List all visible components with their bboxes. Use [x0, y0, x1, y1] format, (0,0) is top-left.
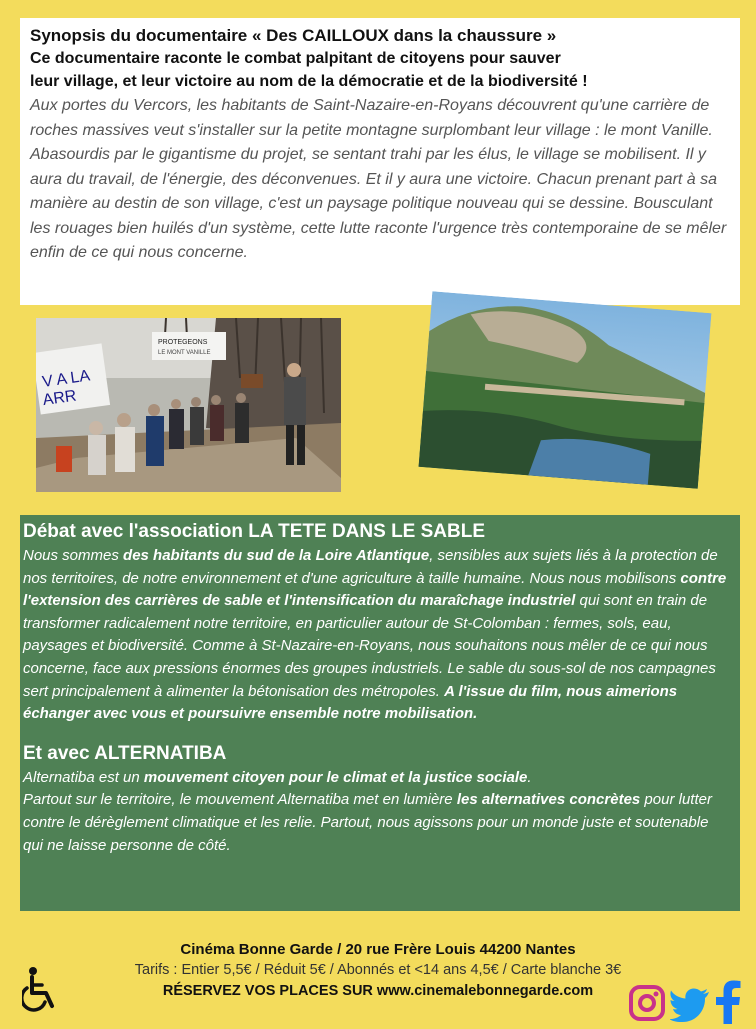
alternatiba-paragraph-2	[23, 789, 730, 857]
debate-text: Nous sommes	[23, 547, 124, 564]
debate-text: qui sont en train de transformer radicalement notre territoire, en particulier autour de St-Colomban : fermes, sols, eau, paysages et biodiversité. Comme à St-Nazaire-en-Royans, nous souhaitons nous mêler de ce qui nous concerne, face aux pressions énormes des groupes industriels. Le sable du sous-sol de nos campagnes sert principalement à alimenter la bétonisation des métropoles.	[23, 592, 716, 700]
cinema-address: Cinéma Bonne Garde / 20 rue Frère Louis 44200 Nantes	[180, 941, 576, 958]
debate-paragraph	[23, 545, 730, 726]
debate-highlight: A l'issue du film, nous aimerions échanger avec vous et poursuivre ensemble notre mobilisation.	[23, 682, 678, 723]
alternatiba-heading: Et avec ALTERNATIBA	[23, 742, 227, 764]
debate-highlight: contre l'extension des carrières de sable et l'intensification du maraîchage industriel	[23, 569, 727, 610]
wheelchair-icon	[22, 966, 62, 1012]
synopsis-title: Synopsis du documentaire « Des CAILLOUX dans la chaussure »	[30, 26, 557, 45]
alternatiba-text: pour lutter contre le dérèglement climatique et les relie. Partout, nous agissons pour un monde juste et soutenable qui ne laisse personne de côté.	[23, 791, 712, 854]
svg-text:ARR: ARR	[41, 387, 78, 410]
synopsis-subtitle-2: leur village, et leur victoire au nom de la démocratie et de la biodiversité !	[30, 73, 588, 90]
alternatiba-paragraph-1	[23, 767, 730, 790]
facebook-icon[interactable]	[714, 980, 742, 1029]
svg-text:PROTEGEONS: PROTEGEONS	[158, 339, 208, 346]
instagram-icon[interactable]	[628, 984, 666, 1027]
synopsis-subtitle-1: Ce documentaire raconte le combat palpitant de citoyens pour sauver	[30, 50, 561, 67]
debate-heading: Débat avec l'association LA TETE DANS LE SABLE	[23, 521, 486, 542]
protest-photo	[36, 318, 341, 492]
protest-sign	[152, 332, 226, 360]
twitter-icon[interactable]	[670, 988, 710, 1027]
alternatiba-text: Alternatiba est un	[23, 768, 144, 786]
alternatiba-highlight: mouvement citoyen pour le climat et la justice sociale	[143, 768, 528, 786]
debate-highlight: des habitants du sud de la Loire Atlantique	[123, 547, 430, 564]
debate-section	[20, 515, 740, 911]
alternatiba-highlight: les alternatives concrètes	[456, 791, 641, 809]
tarifs: Tarifs : Entier 5,5€ / Réduit 5€ / Abonnés et <14 ans 4,5€ / Carte blanche 3€	[134, 962, 622, 978]
synopsis-body: Aux portes du Vercors, les habitants de Saint-Nazaire-en-Royans découvrent qu'une carrière de roches massives veut s'installer sur la petite montagne surplombant leur village : le mont Vanille. Abasourdis par le gigantisme du projet, se sentant trahi par les élus, le village se mobilisent. Il y aura du travail, de l'énergie, des déconvenues. Et il y aura une victoire. Chacun prenant part à sa manière au destin de son village, c'est un paysage politique nouveau qui se dessine. Bousculant les rouages bien huilés d'un système, cette lutte raconte l'urgence très contemporaine de se mêler enfin de ce qui nous concerne.	[30, 97, 727, 261]
debate-text: , sensibles aux sujets liés à la protection de nos territoires, de notre environnement et d'une agriculture à taille humaine. Nous nous mobilisons	[23, 547, 718, 587]
alternatiba-text: .	[527, 768, 532, 786]
svg-text:LE MONT VANILLE: LE MONT VANILLE	[158, 350, 211, 356]
synopsis-box	[20, 18, 740, 305]
svg-text:V A LA: V A LA	[41, 367, 92, 391]
alternatiba-text: Partout sur le territoire, le mouvement Alternatiba met en lumière	[23, 791, 457, 809]
protest-banner	[36, 343, 110, 414]
reservation-link[interactable]: RÉSERVEZ VOS PLACES SUR www.cinemalebonnegarde.com	[162, 983, 594, 999]
landscape-photo	[419, 291, 712, 488]
